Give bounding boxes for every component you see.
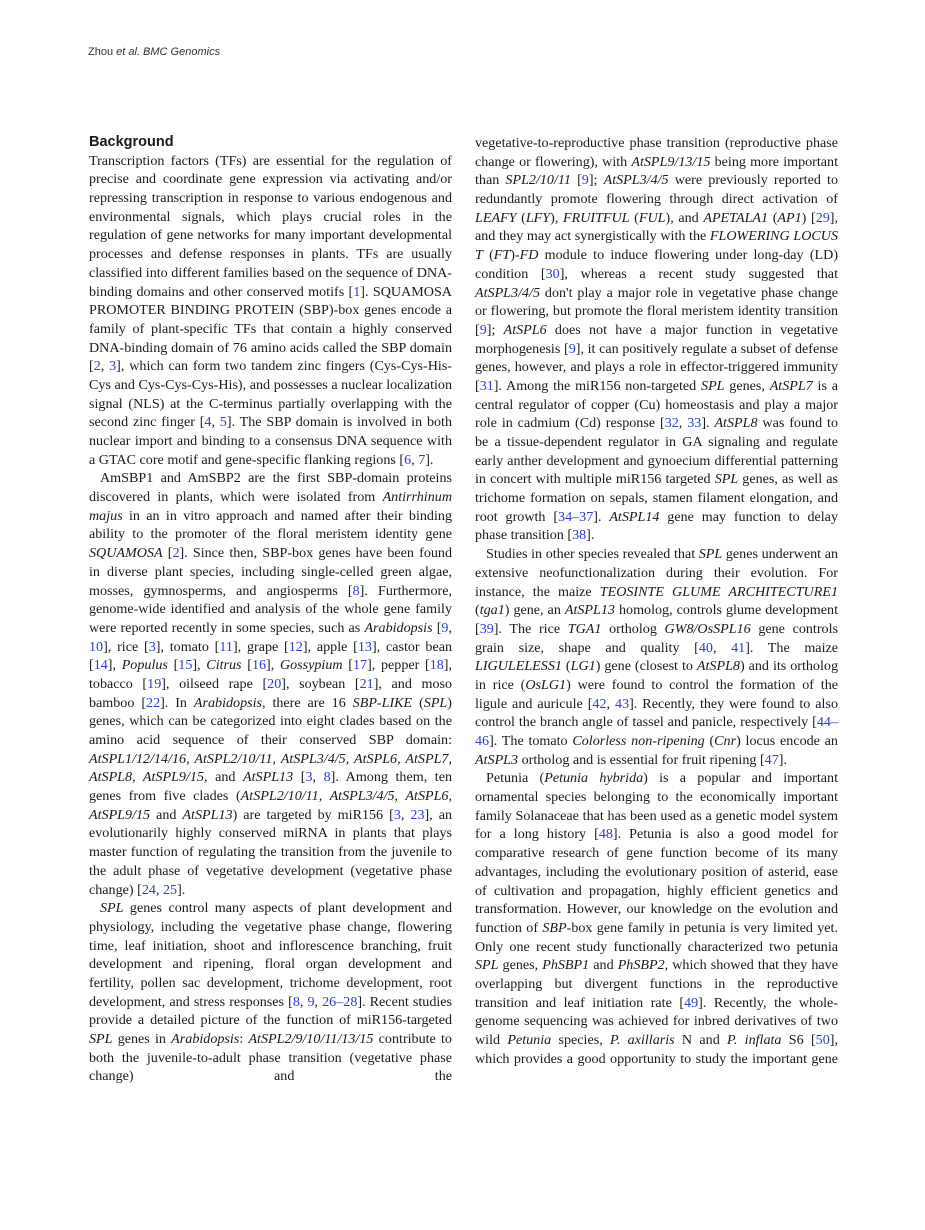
citation-link[interactable]: 48 (598, 826, 613, 843)
paragraph (89, 469, 452, 899)
citation-link[interactable]: 49 (684, 994, 699, 1011)
text-run: ]. SQUAMOSA PROMOTER BINDING PROTEIN (SBP)-box genes encode a family of plant-specific TFs that contain a highly conserved DNA-binding domain of 76 amino acids called the SBP domain [ (89, 283, 452, 375)
text-run: ( (516, 209, 526, 226)
text-run: ], rice [ (103, 638, 149, 655)
italic-term: AtSPL13 (182, 806, 233, 823)
citation-link[interactable]: 39 (479, 620, 494, 637)
text-run: genes in (112, 1031, 172, 1048)
text-run: ], oilseed rape [ (161, 675, 268, 692)
italic-term: SPL (698, 546, 723, 563)
text-run: and (589, 957, 618, 974)
running-header (88, 46, 220, 58)
italic-term: FT (493, 247, 511, 264)
header-author: Zhou (88, 46, 117, 58)
text-run: , (712, 639, 732, 656)
text-run: , (312, 769, 324, 786)
text-run: ) gene (closest to (595, 658, 697, 675)
italic-term: AtSPL13 (243, 769, 294, 786)
text-run: ) gene, an (504, 602, 565, 619)
citation-link[interactable]: 38 (572, 527, 587, 544)
text-run: ( (561, 658, 571, 675)
italic-term: FD (519, 247, 539, 264)
italic-term: Populus (121, 657, 168, 674)
paragraph (475, 545, 838, 769)
italic-term: AtSPL3/4/5 (603, 172, 669, 189)
italic-term: AtSPL1/12/14/16, AtSPL2/10/11, AtSPL3/4/5, AtSPL6, AtSPL7, AtSPL8, AtSPL9/15, (89, 750, 452, 786)
italic-term: AP1 (777, 209, 802, 226)
text-run: [ (432, 619, 442, 636)
text-run: ]. (593, 508, 610, 525)
text-run: were previously reported to redundantly promote flowering through direct activation of (475, 172, 838, 208)
citation-link[interactable]: 6 (404, 451, 412, 468)
text-run: ortholog and is essential for fruit ripening [ (518, 751, 765, 768)
italic-term: tga1 (479, 602, 505, 619)
text-run: ], (266, 657, 280, 674)
citation-link[interactable]: 31 (479, 377, 494, 394)
italic-term: Arabidopsis (193, 694, 263, 711)
italic-term: AtSPL2/9/10/11/13/15 (248, 1031, 374, 1048)
text-run: ( (629, 209, 639, 226)
text-run: ) are targeted by miR156 [ (232, 806, 394, 823)
italic-term: Colorless non-ripening (572, 733, 705, 749)
text-run: vegetative-to-reproductive phase transition (reproductive phase change or flowering), with (475, 135, 838, 170)
citation-link[interactable]: 29 (815, 209, 830, 226)
citation-link[interactable]: 7 (418, 451, 426, 468)
italic-term: AtSPL14 (609, 508, 660, 525)
italic-term: APETALA1 (703, 209, 769, 226)
text-run: gene may function to delay phase transition [ (475, 508, 838, 544)
citation-link[interactable]: 3 (305, 769, 313, 786)
text-run: ), (550, 209, 563, 226)
citation-link[interactable]: 23 (410, 806, 425, 823)
italic-term: Petunia hybrida (544, 770, 644, 787)
text-run: [ (162, 545, 173, 562)
citation-link[interactable]: 3 (393, 806, 401, 823)
text-run: , (299, 993, 308, 1010)
text-run: ( (704, 733, 715, 749)
citation-link[interactable]: 12 (288, 638, 303, 655)
text-run: , (314, 993, 323, 1010)
italic-term: SPL (475, 957, 499, 974)
italic-term: SPL2/10/11 (505, 172, 571, 189)
citation-link[interactable]: 44–46 (475, 714, 838, 749)
header-journal: BMC Genomics (140, 46, 221, 58)
italic-term: SPL (100, 900, 124, 917)
text-run: ]. Among them, ten genes from five clades ( (89, 769, 453, 805)
text-run: was found to be a tissue-dependent regulator in GA signaling and regulate early anther development and gynoecium differential patterning in concert with multiple miR156 targeted (475, 415, 838, 488)
text-run: genes, as well as trichome formation on sepals, stamen filament elongation, and root growth [ (475, 471, 838, 525)
text-run: does not have a major function in vegetative morphogenesis [ (475, 321, 839, 357)
italic-term: LFY (525, 209, 551, 226)
citation-link[interactable]: 10 (89, 638, 104, 655)
italic-term: GW8/OsSPL16 (664, 620, 751, 637)
section-heading: Background (89, 134, 174, 150)
text-run: [ (167, 657, 179, 674)
italic-term: SPL (714, 471, 739, 488)
text-run: S6 [ (781, 1032, 816, 1048)
text-run: and (150, 806, 183, 823)
italic-term: AtSPL6 (503, 321, 547, 338)
text-run: ]. (586, 527, 595, 544)
citation-link[interactable]: 18 (429, 657, 444, 674)
citation-link[interactable]: 19 (147, 675, 162, 692)
text-run: ( (482, 247, 494, 264)
text-run: ]. (177, 881, 186, 898)
text-run: ]. The maize (745, 639, 838, 656)
text-run: [ (342, 657, 353, 674)
italic-term: SQUAMOSA (89, 545, 163, 562)
italic-term: PhSBP2 (617, 957, 665, 974)
paragraph (475, 769, 838, 1068)
text-run: ( (768, 209, 778, 226)
citation-link[interactable]: 13 (357, 638, 372, 655)
text-run: , (678, 415, 688, 432)
right-column-body (475, 134, 838, 1068)
text-run: , (100, 358, 110, 375)
italic-term: FRUITFUL (562, 209, 630, 226)
text-run: being more important than (475, 153, 839, 189)
text-run: genes, (724, 377, 770, 394)
citation-link[interactable]: 1 (353, 283, 361, 300)
text-run: ) is a popular and important ornamental species belonging to the economically important family Solanaceae that has been used as a genetic model system for a long history [ (475, 770, 838, 843)
text-run: [ (293, 769, 306, 786)
citation-link[interactable]: 16 (251, 657, 267, 674)
text-run: ], castor bean [ (89, 638, 452, 674)
citation-link[interactable]: 47 (764, 751, 779, 768)
text-run: )- (510, 247, 520, 264)
text-run: ( (412, 694, 424, 711)
text-run: contribute to both the juvenile-to-adult phase transition (vegetative phase change) and the (89, 1031, 452, 1085)
text-run: ], tomato [ (155, 638, 220, 655)
text-run: Studies in other species revealed that (486, 546, 699, 563)
italic-term: LG1 (570, 658, 596, 675)
text-run: genes control many aspects of plant development and physiology, including the vegetative phase change, flowering time, leaf initiation, shoot and inflorescence branching, fruit development and ripening, floral organ development and fertility, pollen sac development, trichome development, root development, and stress responses [ (89, 900, 452, 1010)
italic-term: AtSPL9/13/15 (631, 153, 711, 170)
text-run: : (239, 1031, 249, 1048)
paragraph (89, 899, 452, 1086)
text-run: ), and (665, 209, 704, 226)
italic-term: SBP (542, 919, 567, 936)
text-run: ], which provides a good opportunity to study the important gene (475, 1032, 838, 1067)
text-run: ], (107, 657, 122, 674)
citation-link[interactable]: 14 (93, 657, 108, 674)
citation-link[interactable]: 9 (568, 340, 576, 357)
text-run: ]. Recently, they were found to also control the branch angle of tassel and panicle, respectively [ (475, 695, 838, 731)
citation-link[interactable]: 25 (162, 881, 178, 898)
citation-link[interactable]: 4 (204, 414, 212, 431)
italic-term: SBP-LIKE (352, 694, 413, 711)
citation-link[interactable]: 33 (687, 415, 702, 432)
paragraph (89, 152, 452, 470)
citation-link[interactable]: 9 (441, 619, 449, 636)
citation-link[interactable]: 3 (148, 638, 156, 655)
text-run: ], grape [ (232, 638, 289, 655)
right-column (475, 134, 838, 1068)
text-run: ]. In (160, 694, 194, 711)
text-run: , (211, 414, 220, 431)
text-run: ) [ (801, 209, 816, 226)
citation-link[interactable]: 34–37 (558, 508, 594, 525)
left-column-body (89, 152, 452, 1086)
italic-term: AtSPL3/4/5 (475, 284, 540, 301)
text-run: genes underwent an extensive neofunctionalization during their evolution. For instance, the maize (475, 546, 839, 600)
citation-link[interactable]: 50 (815, 1032, 830, 1048)
text-run: ], which can form two tandem zinc fingers (Cys-Cys-His-Cys and Cys-Cys-Cys-His), and possesses a nuclear localization signal (NLS) at the C-terminus partially overlapping with the second zinc finger [ (89, 358, 452, 431)
citation-link[interactable]: 43 (615, 695, 630, 712)
text-run: , (448, 619, 452, 636)
left-column (89, 133, 452, 1086)
italic-term: Citrus (206, 657, 242, 674)
text-run: ( (475, 602, 480, 619)
text-run: N and (674, 1032, 728, 1048)
italic-term: Antirrhinum majus (89, 489, 452, 524)
italic-term: AtSPL2/10/11, AtSPL3/4/5, AtSPL6, AtSPL9/15 (89, 788, 453, 823)
italic-term: LEAFY (475, 209, 517, 226)
italic-term: AtSPL7 (769, 377, 813, 394)
text-run: ]; (588, 172, 604, 189)
text-run: ], whereas a recent study suggested that (559, 265, 838, 282)
citation-link[interactable]: 2 (93, 358, 101, 375)
text-run: ], (192, 657, 207, 674)
text-run: species, (551, 1032, 611, 1048)
italic-term: Arabidopsis (171, 1031, 240, 1048)
text-run: ], and moso bamboo [ (89, 675, 453, 711)
citation-link[interactable]: 8 (292, 993, 300, 1010)
italic-term: SPL (423, 694, 448, 711)
text-run: ], and they may act synergistically with the (475, 209, 838, 245)
text-run: ]. Recent studies provide a detailed picture of the function of miR156-targeted (89, 993, 453, 1029)
text-run: , (400, 806, 411, 823)
citation-link[interactable]: 17 (352, 657, 368, 674)
italic-term: P. inflata (727, 1032, 782, 1048)
text-run: ) and its ortholog in rice ( (475, 658, 838, 693)
citation-link[interactable]: 40 (698, 639, 713, 656)
italic-term: FLOWERING LOCUS T (475, 228, 838, 264)
text-run: , (411, 451, 419, 468)
text-run: homolog, controls glume development [ (475, 602, 838, 637)
italic-term: P. axillaris (610, 1032, 675, 1048)
italic-term: AtSPL8 (714, 415, 758, 432)
text-run: ortholog (601, 620, 665, 637)
text-run: ]. Since then, SBP-box genes have been found in diverse plant species, including single-celled green algae, mosses, gymnosperms, and angiosperms [ (89, 545, 453, 599)
text-run: AmSBP1 and AmSBP2 are the first SBP-domain proteins discovered in plants, which were isolated from (89, 470, 452, 506)
italic-term: SPL (701, 377, 725, 394)
citation-link[interactable]: 22 (146, 694, 161, 711)
text-run: ]. Furthermore, genome-wide identified and analysis of the whole gene family were reported recently in some species, such as (89, 582, 452, 636)
text-run: ], pepper [ (367, 657, 430, 674)
citation-link[interactable]: 20 (267, 675, 282, 692)
text-run: ]. (778, 751, 787, 768)
text-run: ) genes, which can be categorized into eight clades based on the amino acid sequence of their conserved SBP domain: (89, 694, 452, 749)
text-run: ], apple [ (302, 638, 358, 655)
text-run: ], it can positively regulate a subset of defense genes, however, and plays a role in effector-triggered immunity [ (475, 340, 838, 394)
text-run: ) were found to control the formation of the ligule and auricule [ (475, 676, 838, 712)
text-run: [ (570, 172, 582, 189)
text-run: ]. (701, 415, 715, 432)
italic-term: Gossypium (279, 657, 343, 674)
citation-link[interactable]: 24 (141, 881, 156, 898)
italic-term: LIGULELESS1 (475, 658, 562, 675)
citation-link[interactable]: 32 (664, 415, 679, 432)
italic-term: FUL (638, 209, 666, 226)
text-run: ]. (425, 451, 434, 468)
text-run: ], soybean [ (281, 675, 360, 692)
text-run: , there are 16 (262, 694, 353, 711)
citation-link[interactable]: 3 (109, 358, 117, 375)
header-etal: et al. (116, 46, 140, 58)
text-run: and (207, 769, 244, 786)
citation-link[interactable]: 9 (307, 993, 315, 1010)
italic-term: TEOSINTE GLUME ARCHITECTURE1 (599, 583, 838, 600)
citation-link[interactable]: 41 (731, 639, 746, 656)
text-run: , which showed that they have overlapping but divergent functions in the reproductive transition and leaf initiation rate [ (475, 957, 838, 1011)
citation-link[interactable]: 15 (178, 657, 193, 674)
paragraph (475, 134, 838, 545)
citation-link[interactable]: 30 (545, 265, 560, 282)
text-run: in an in vitro approach and named after their binding ability to the promoter of the floral meristem identity gene (89, 507, 452, 543)
italic-term: Arabidopsis (364, 619, 433, 636)
text-run: ]; (486, 321, 504, 338)
text-run: ]. The rice (493, 620, 568, 637)
text-run: Petunia ( (486, 770, 545, 787)
italic-term: Petunia (507, 1032, 552, 1048)
text-run: ]. The SBP domain is involved in both nuclear import and binding to a consensus DNA sequence with a GTAC core motif and gene-specific flanking regions [ (89, 414, 452, 468)
text-run: , (606, 695, 616, 712)
italic-term: AtSPL8 (696, 658, 740, 675)
text-run: ]. Among the miR156 non-targeted (493, 377, 702, 394)
text-run: -box gene family in petunia is very limited yet. Only one recent study functionally characterized two petunia (475, 919, 838, 955)
citation-link[interactable]: 21 (359, 675, 374, 692)
text-run: is a central regulator of copper (Cu) homeostasis and play a major role in cadmium (Cd) response [ (475, 377, 838, 432)
citation-link[interactable]: 2 (172, 545, 180, 562)
text-run: ], tobacco [ (89, 657, 453, 692)
text-run: genes, (498, 957, 543, 974)
citation-link[interactable]: 9 (479, 321, 487, 338)
text-run: ], an evolutionarily highly conserved miRNA in plants that plays master function of regulating the transition from the juvenile to the adult phase of vegetative development (vegetative phase change) [ (89, 806, 453, 898)
text-run: ]. The tomato (489, 733, 573, 749)
citation-link[interactable]: 8 (352, 582, 360, 599)
italic-term: OsLG1 (525, 676, 567, 693)
text-run: module to induce flowering under long-day (LD) condition [ (475, 247, 839, 282)
text-run: gene controls grain size, shape and quality [ (475, 620, 838, 656)
italic-term: Cnr (714, 733, 737, 749)
italic-term: PhSBP1 (542, 957, 590, 974)
italic-term: TGA1 (567, 620, 602, 637)
italic-term: SPL (89, 1031, 113, 1048)
citation-link[interactable]: 11 (219, 638, 233, 655)
citation-link[interactable]: 26–28 (322, 993, 358, 1010)
citation-link[interactable]: 5 (219, 414, 227, 431)
text-run: ]. Petunia is also a good model for comparative research of gene function become of its many advantages, including the evolutionary position of asterid, ease of cultivation and propagation, highly efficient genetics and transformation. However, our knowledge on the evolution and function of (475, 826, 838, 936)
text-run: ) locus encode an (736, 733, 838, 749)
text-run: [ (241, 657, 252, 674)
citation-link[interactable]: 9 (581, 172, 589, 189)
text-run: , (155, 881, 163, 898)
text-run: don't play a major role in vegetative phase change or flowering, but promote the floral meristem identity transition [ (475, 284, 838, 338)
italic-term: AtSPL13 (564, 602, 615, 619)
citation-link[interactable]: 8 (323, 769, 331, 786)
text-run: ]. Recently, the whole-genome sequencing was achieved for inbred derivatives of two wild (475, 994, 838, 1048)
citation-link[interactable]: 42 (592, 695, 607, 712)
italic-term: AtSPL3 (475, 751, 519, 768)
text-run: Transcription factors (TFs) are essential for the regulation of precise and coordinate gene expression via activating and/or repressing transcription in response to various endogenous and environmental signals, which plays crucial roles in the regulation of gene networks for many important developmental processes and defense responses in plants. TFs are usually classified into different families based on the sequence of DNA-binding domains and other conserved motifs [ (89, 152, 452, 300)
